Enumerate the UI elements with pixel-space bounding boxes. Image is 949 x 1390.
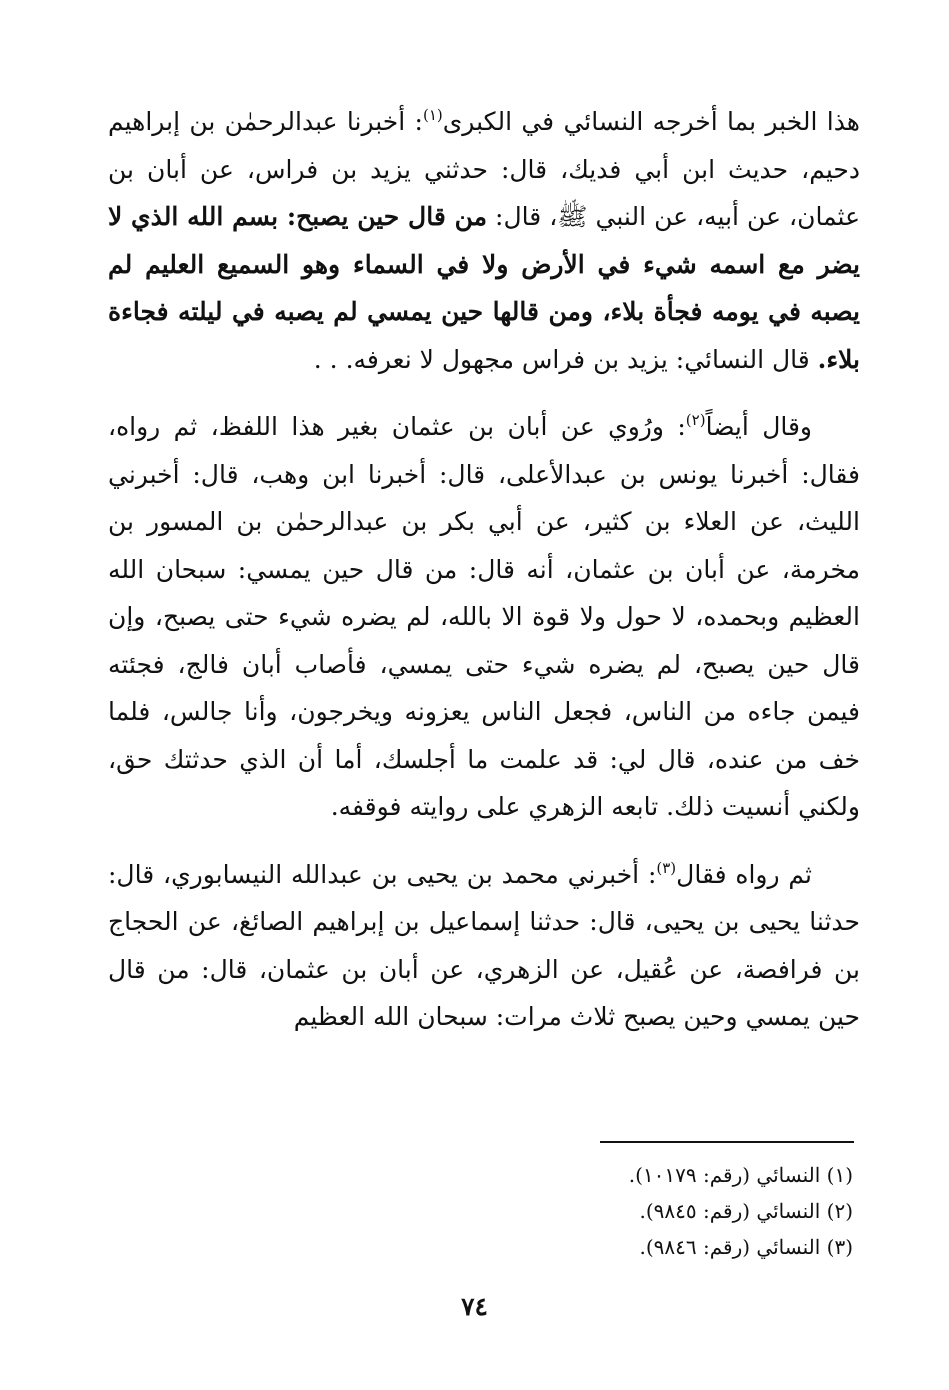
footnote-ref-3: (٣) bbox=[656, 858, 677, 877]
footnote-separator bbox=[600, 1141, 854, 1143]
page-number: ٧٤ bbox=[461, 1292, 488, 1321]
paragraph-3-intro: ثم رواه فقال bbox=[676, 859, 812, 889]
footnote-1: (١) النسائي (رقم: ١٠١٧٩). bbox=[628, 1163, 853, 1187]
paragraph-2-text: : ورُوي عن أبان بن عثمان بغير هذا اللفظ، ثم رواه، فقال: أخبرنا يونس بن عبدالأعلى، قال: أخبرنا ابن وهب، قال: أخبرني الليث، عن العلاء بن كثير، عن أبي بكر بن عبدالرحمٰن بن المسور بن مخرمة، عن أبان بن عثمان، أنه قال: من قال حين يمسي: سبحان الله العظيم وبحمده، لا حول ولا قوة الا بالله، لم يضره شيء حتى يصبح، وإن قال حين يصبح، لم يضره شيء حتى يمسي، فأصاب أبان فالج، فجئته فيمن جاءه من الناس، فجعل الناس يعزونه ويخرجون، وأنا جالس، فلما خف من عنده، قال لي: قد علمت ما أجلسك، أما أن الذي حدثتك حق، ولكني أنسيت ذلك. تابعه الزهري على روايته فوقفه. bbox=[108, 412, 861, 821]
footnotes bbox=[108, 1157, 853, 1265]
paragraph-1-intro: هذا الخبر بما أخرجه النسائي في الكبرى bbox=[442, 107, 860, 136]
paragraph-2 bbox=[108, 403, 860, 831]
paragraph-2-intro: وقال أيضاً bbox=[705, 412, 812, 441]
footnote-ref-2: (٢) bbox=[685, 411, 706, 429]
footnote-3: (٣) النسائي (رقم: ٩٨٤٦). bbox=[639, 1235, 853, 1259]
paragraph-1-hadith-text: من قال حين يصبح: بسم الله الذي لا يضر مع اسمه شيء في الأرض ولا في السماء وهو السميع العليم لم يصبه في يومه فجأة بلاء، ومن قالها حين يمسي لم يصبه في ليلته فجاءة بلاء. bbox=[108, 202, 860, 374]
footnote-2: (٢) النسائي (رقم: ٩٨٤٥). bbox=[639, 1199, 853, 1223]
paragraph-1 bbox=[108, 98, 860, 383]
paragraph-3 bbox=[108, 851, 860, 1041]
footnote-ref-1: (١) bbox=[422, 106, 443, 124]
main-text bbox=[108, 98, 860, 1041]
paragraph-1-comment: قال النسائي: يزيد بن فراس مجهول لا نعرفه. . . bbox=[313, 344, 818, 374]
paragraph-1-chain: : أخبرنا عبدالرحمٰن بن إبراهيم دحيم، حديث ابن أبي فديك، قال: حدثني يزيد بن فراس، عن أبان بن عثمان، عن أبيه، عن النبي ﷺ، قال: bbox=[108, 107, 860, 231]
paragraph-3-text: : أخبرني محمد بن يحيى بن عبدالله النيسابوري، قال: حدثنا يحيى بن يحيى، قال: حدثنا إسماعيل بن إبراهيم الصائغ، عن الحجاج بن فرافصة، عن عُقيل، عن الزهري، عن أبان بن عثمان، قال: من قال حين يمسي وحين يصبح ثلاث مرات: سبحان الله العظيم bbox=[108, 859, 860, 1031]
